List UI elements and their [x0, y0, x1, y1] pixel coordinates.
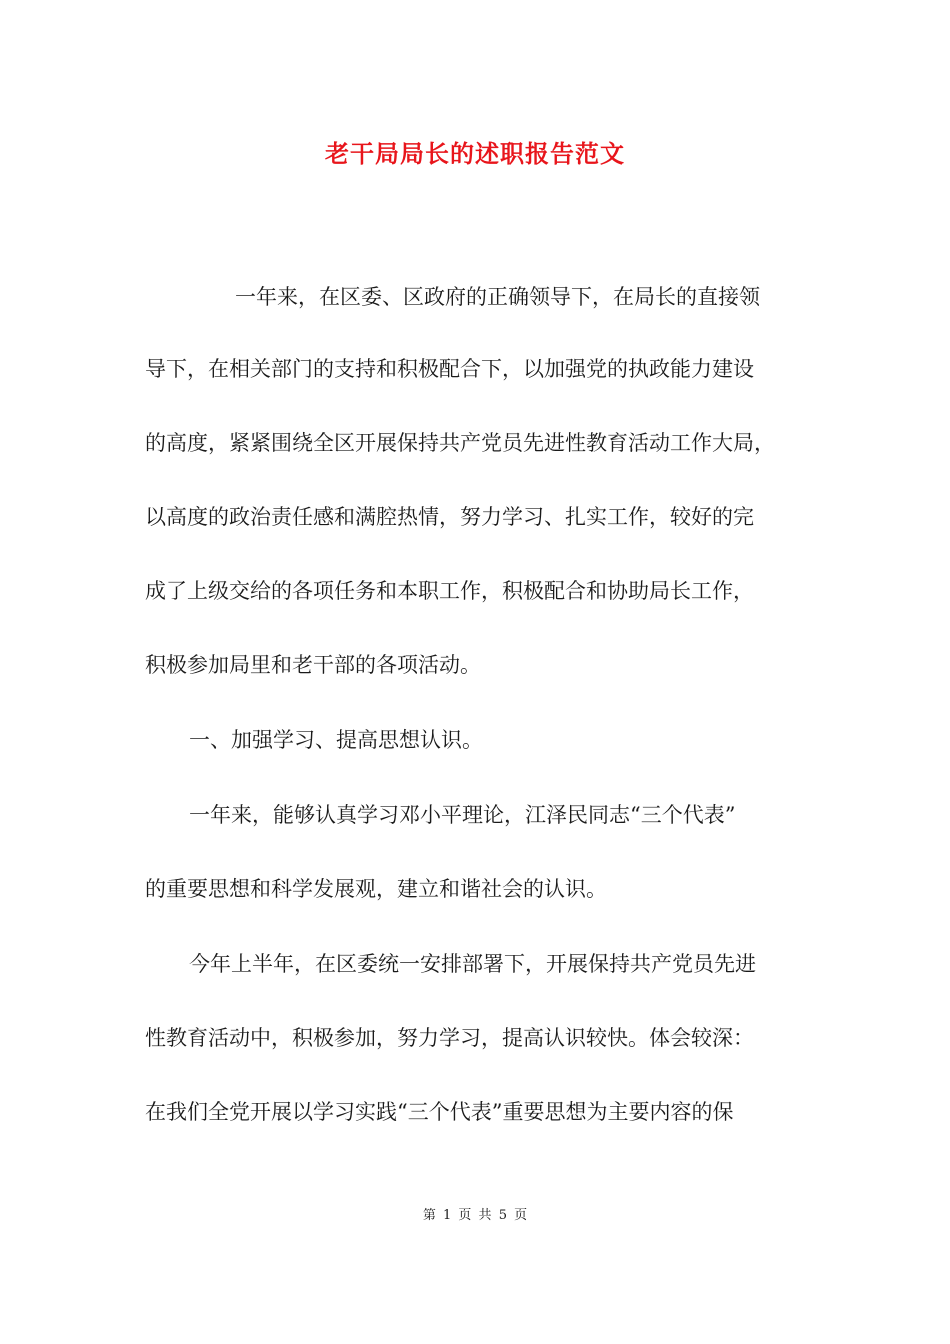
- paragraph-line: 一年来，在区委、区政府的正确领导下，在局长的直接领: [235, 285, 760, 309]
- paragraph-line: 成了上级交给的各项任务和本职工作，积极配合和协助局长工作，: [145, 579, 754, 603]
- paragraph-line: 积极参加局里和老干部的各项活动。: [145, 653, 481, 677]
- paragraph-line: 导下，在相关部门的支持和积极配合下，以加强党的执政能力建设: [145, 357, 754, 381]
- paragraph-line: 的重要思想和科学发展观，建立和谐社会的认识。: [145, 877, 607, 901]
- section-heading: 一、加强学习、提高思想认识。: [189, 728, 483, 752]
- page-number-footer: 第 1 页 共 5 页: [422, 1208, 528, 1223]
- paragraph-line: 以高度的政治责任感和满腔热情，努力学习、扎实工作，较好的完: [145, 505, 754, 529]
- paragraph-line: 性教育活动中，积极参加，努力学习，提高认识较快。体会较深：: [145, 1026, 754, 1050]
- document-title: 老干局局长的述职报告范文: [325, 139, 625, 168]
- paragraph-line: 在我们全党开展以学习实践“三个代表”重要思想为主要内容的保: [145, 1100, 734, 1124]
- paragraph-line: 一年来，能够认真学习邓小平理论，江泽民同志“三个代表”: [189, 803, 736, 827]
- paragraph-line: 今年上半年，在区委统一安排部署下，开展保持共产党员先进: [189, 952, 756, 976]
- paragraph-line: 的高度，紧紧围绕全区开展保持共产党员先进性教育活动工作大局，: [145, 431, 775, 455]
